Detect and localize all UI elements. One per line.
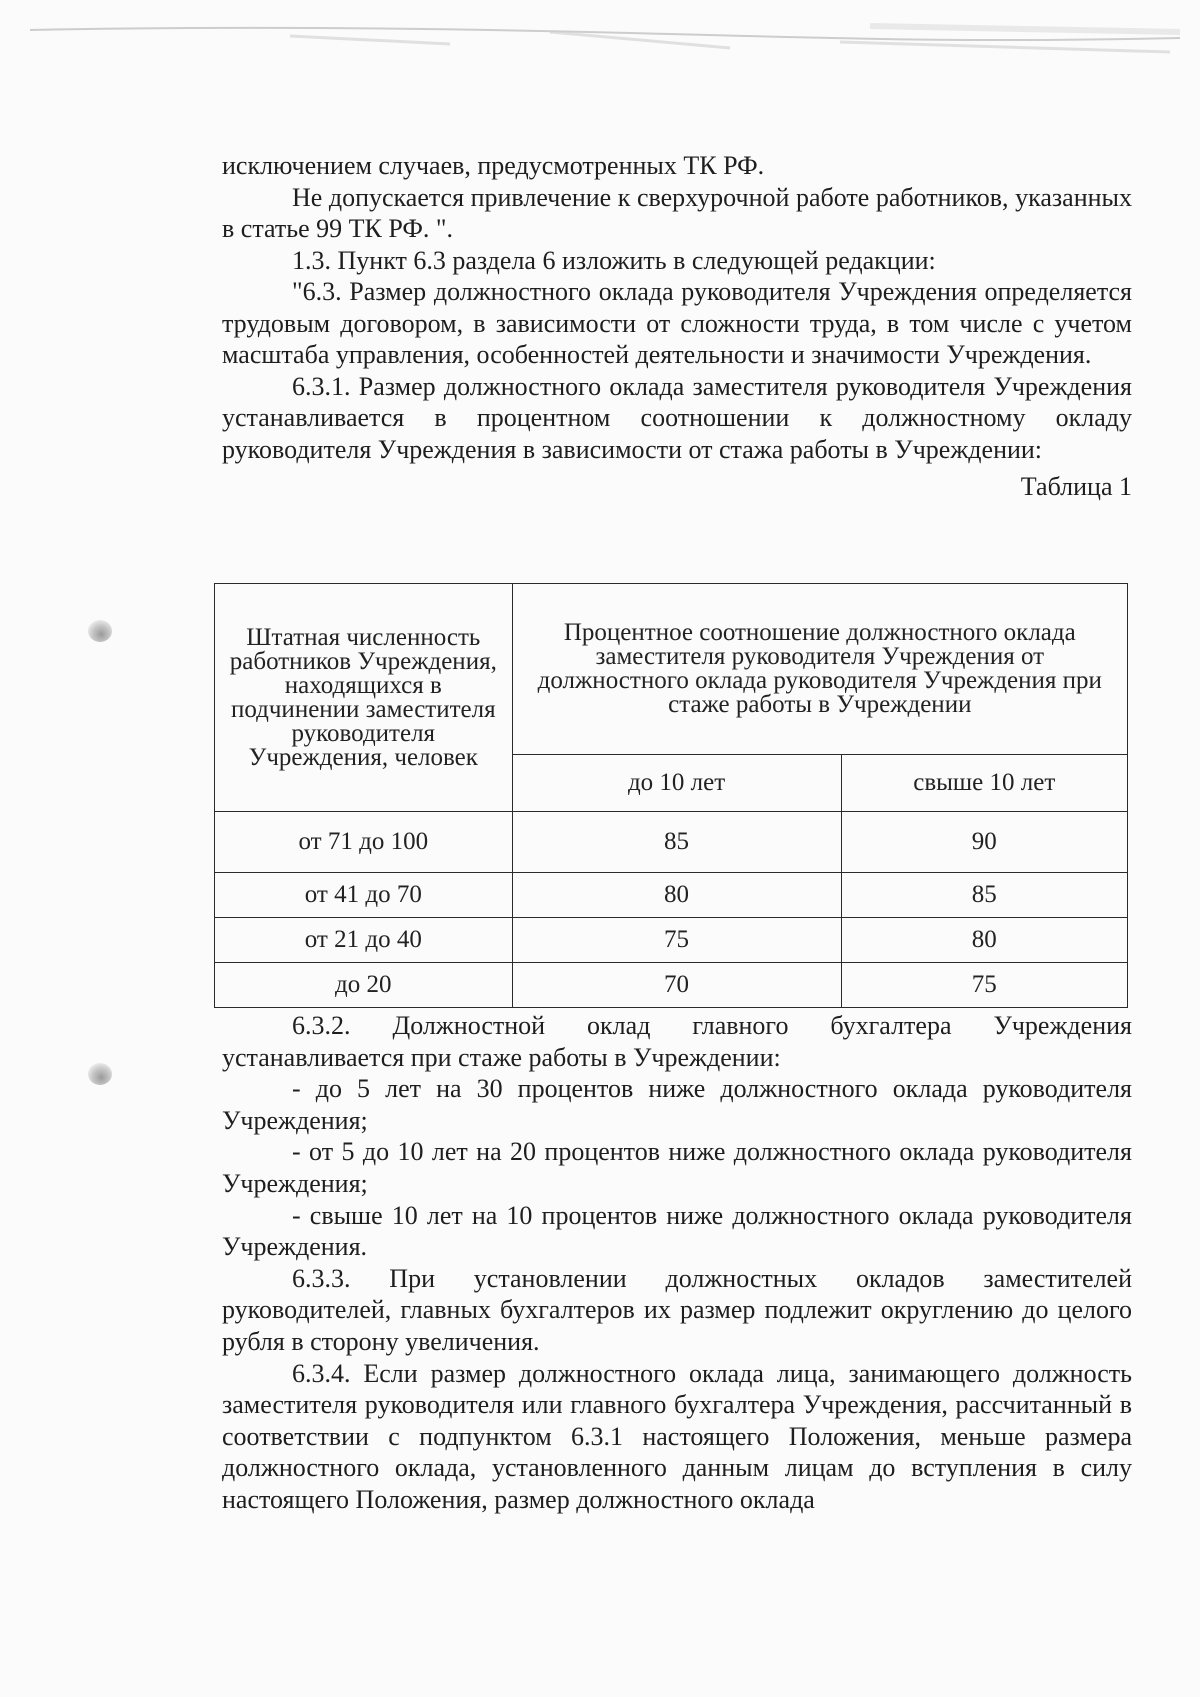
cell-percent-under-10: 75 [512, 918, 841, 963]
punch-hole [88, 1063, 112, 1085]
paragraph: 6.3.2. Должностной оклад главного бухгалтера Учреждения устанавливается при стаже работы в Учреждении: [222, 1011, 1132, 1072]
paragraph: 6.3.4. Если размер должностного оклада лица, занимающего должность заместителя руководителя или главного бухгалтера Учреждения, рассчитанный в соответствии с подпунктом 6.3.1 настоящего Положения, меньше размера должностного оклада, установленного данным лицам до вступления в силу настоящего Положения, размер должностного оклада [222, 1358, 1132, 1514]
document-body-top [222, 150, 1132, 503]
paragraph: 6.3.1. Размер должностного оклада заместителя руководителя Учреждения устанавливается в процентном соотношении к должностному окладу руководителя Учреждения в зависимости от стажа работы в Учреждении: [222, 371, 1132, 464]
table-row [215, 873, 1128, 918]
list-item: - до 5 лет на 30 процентов ниже должностного оклада руководителя Учреждения; [222, 1074, 1132, 1135]
table-header-row [215, 584, 1128, 755]
list-item: - свыше 10 лет на 10 процентов ниже должностного оклада руководителя Учреждения. [222, 1200, 1132, 1262]
punch-hole [88, 620, 112, 642]
cell-percent-under-10: 85 [512, 812, 841, 873]
list-item: - от 5 до 10 лет на 20 процентов ниже должностного оклада руководителя Учреждения; [222, 1137, 1132, 1198]
header-staff-count: Штатная численность работников Учреждения, находящихся в подчинении заместителя руководителя Учреждения, человек [215, 584, 513, 812]
header-under-10-years: до 10 лет [512, 755, 841, 812]
paragraph: "6.3. Размер должностного оклада руководителя Учреждения определяется трудовым договором, в зависимости от сложности труда, в том числе с учетом масштаба управления, особенностей деятельности и значимости Учреждения. [222, 277, 1132, 369]
cell-percent-over-10: 80 [841, 918, 1127, 963]
cell-percent-over-10: 90 [841, 812, 1127, 873]
table-row [215, 963, 1128, 1008]
paragraph: 6.3.3. При установлении должностных окладов заместителей руководителей, главных бухгалтеров их размер подлежит округлению до целого рубля в сторону увеличения. [222, 1263, 1132, 1356]
cell-staff-range: от 21 до 40 [215, 918, 513, 963]
document-body-bottom [222, 1010, 1132, 1516]
salary-ratio-table [214, 583, 1128, 1008]
table-row [215, 812, 1128, 873]
cell-percent-under-10: 80 [512, 873, 841, 918]
paragraph: Не допускается привлечение к сверхурочной работе работников, указанных в статье 99 ТК РФ. ". [222, 182, 1132, 243]
header-percent-ratio: Процентное соотношение должностного оклада заместителя руководителя Учреждения от должностного оклада руководителя Учреждения при стаже работы в Учреждении [512, 584, 1127, 755]
scan-artifact [30, 22, 1180, 62]
cell-staff-range: от 71 до 100 [215, 812, 513, 873]
cell-staff-range: от 41 до 70 [215, 873, 513, 918]
cell-staff-range: до 20 [215, 963, 513, 1008]
paragraph: исключением случаев, предусмотренных ТК РФ. [222, 151, 765, 180]
paragraph: 1.3. Пункт 6.3 раздела 6 изложить в следующей редакции: [292, 245, 936, 275]
table-row [215, 918, 1128, 963]
table-caption: Таблица 1 [1020, 472, 1132, 501]
header-over-10-years: свыше 10 лет [841, 755, 1127, 812]
cell-percent-over-10: 75 [841, 963, 1127, 1008]
cell-percent-over-10: 85 [841, 873, 1127, 918]
cell-percent-under-10: 70 [512, 963, 841, 1008]
